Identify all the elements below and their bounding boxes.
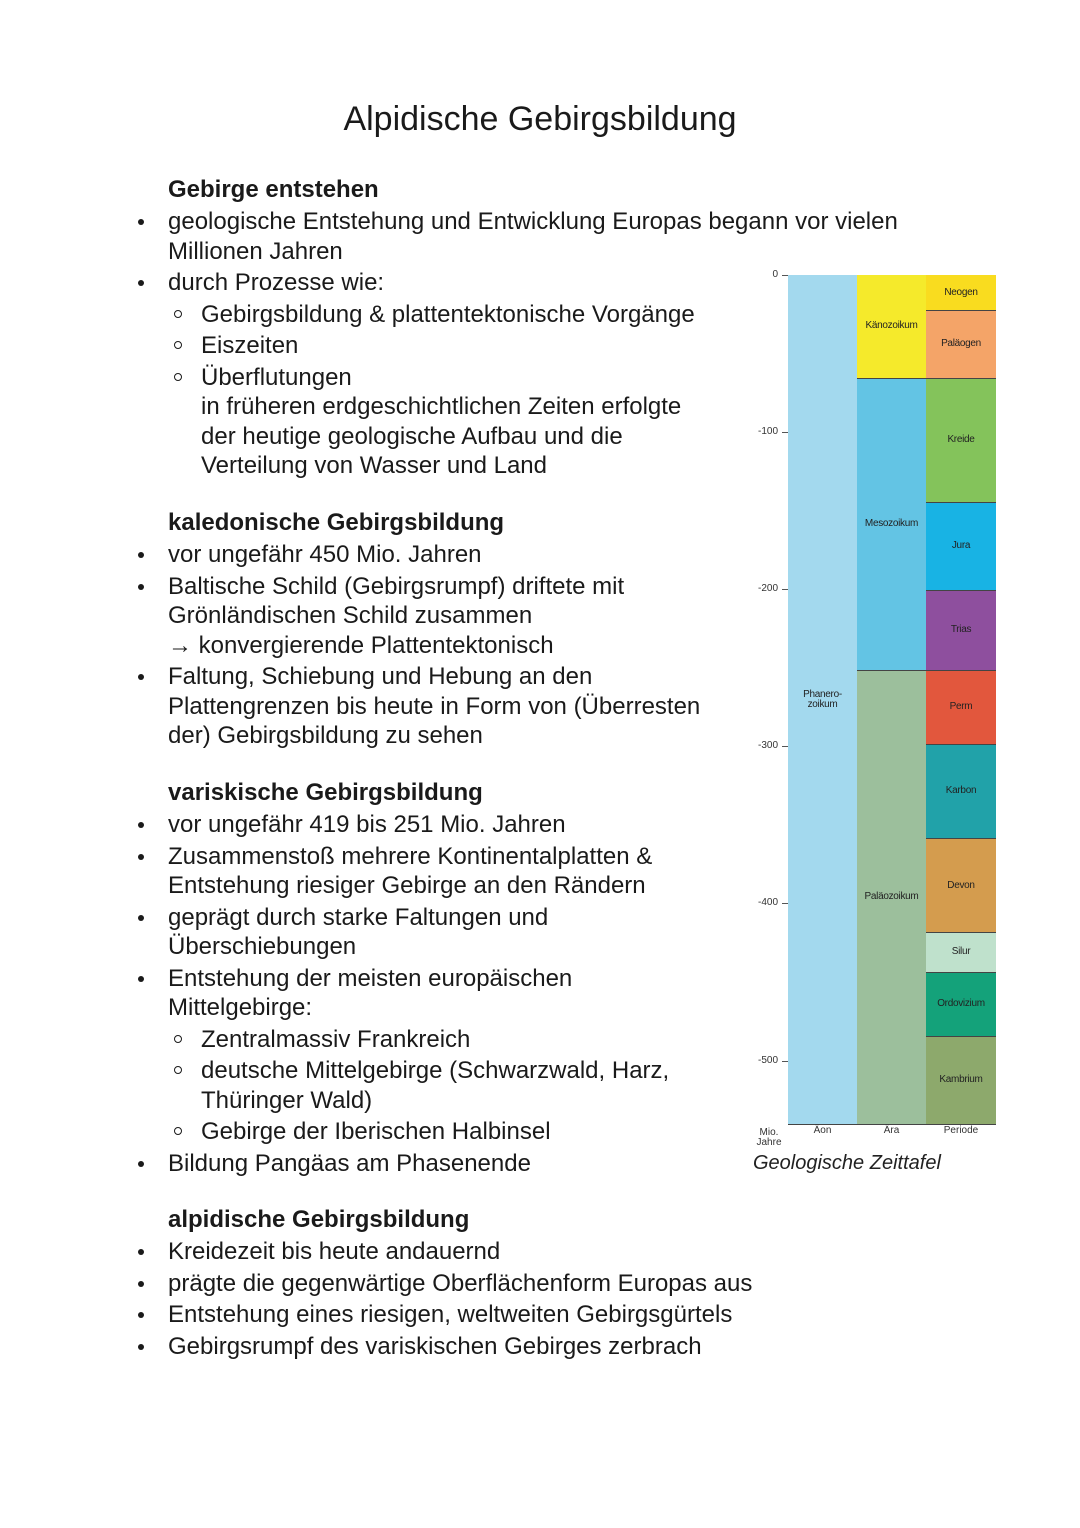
period-block: Karbon bbox=[926, 745, 996, 839]
axis-tick-label: -200 bbox=[757, 583, 778, 595]
axis-tick bbox=[782, 1061, 788, 1062]
figure-caption: Geologische Zeittafel bbox=[753, 1152, 941, 1174]
sub-list-item: Eiszeiten bbox=[168, 331, 955, 361]
period-block: Trias bbox=[926, 591, 996, 671]
axis-tick bbox=[782, 432, 788, 433]
list-item: Baltische Schild (Gebirgsrumpf) driftete mit Grönländischen Schild zusammen → konvergierende Plattentektonisch bbox=[135, 572, 745, 661]
list-item: geprägt durch starke Faltungen und Überschiebungen bbox=[135, 903, 745, 962]
aeon-column-label: Äon bbox=[813, 1125, 832, 1136]
era-block: Mesozoikum bbox=[857, 379, 926, 671]
era-block: Paläozoikum bbox=[857, 671, 926, 1125]
period-block: Ordovizium bbox=[926, 973, 996, 1037]
section-heading: Gebirge entstehen bbox=[168, 176, 379, 203]
sub-list bbox=[168, 1025, 745, 1147]
period-block: Jura bbox=[926, 503, 996, 591]
sub-list-item: Überflutungen in früheren erdgeschichtlichen Zeiten erfolgte der heutige geologische Aufbau und die Verteilung von Wasser und Land bbox=[168, 363, 955, 481]
axis-tick bbox=[782, 903, 788, 904]
list-item: geologische Entstehung und Entwicklung Europas begann vor vielen Millionen Jahren bbox=[135, 207, 955, 266]
period-block: Devon bbox=[926, 839, 996, 933]
axis-tick bbox=[782, 275, 788, 276]
list-item: vor ungefähr 419 bis 251 Mio. Jahren bbox=[135, 810, 745, 840]
sub-list-item: Gebirgsbildung & plattentektonische Vorgänge bbox=[168, 300, 955, 330]
period-block: Silur bbox=[926, 933, 996, 972]
list-item: Zusammenstoß mehrere Kontinentalplatten & Entstehung riesiger Gebirge an den Rändern bbox=[135, 842, 745, 901]
axis-tick-label: 0 bbox=[772, 269, 778, 280]
geologic-timeline bbox=[750, 260, 1010, 1190]
bullet-list bbox=[135, 1237, 955, 1361]
axis-tick-label: -400 bbox=[757, 897, 778, 909]
section-heading: kaledonische Gebirgsbildung bbox=[168, 509, 505, 536]
continuation-line: Verteilung von Wasser und Land bbox=[201, 452, 547, 479]
section-heading: variskische Gebirgsbildung bbox=[168, 779, 483, 806]
section-heading: alpidische Gebirgsbildung bbox=[168, 1206, 470, 1233]
period-column-label: Periode bbox=[943, 1125, 979, 1136]
list-item: durch Prozesse wie: Gebirgsbildung & plattentektonische Vorgänge Eiszeiten Überflutungen in früheren erdgeschichtlichen Zeiten erfolgte der heutige geologische Aufbau und die Verteilung von Wasser und Land bbox=[135, 268, 955, 481]
sub-list-item: Gebirge der Iberischen Halbinsel bbox=[168, 1117, 745, 1147]
list-item: Bildung Pangäas am Phasenende bbox=[135, 1149, 745, 1179]
era-column-label: Ära bbox=[883, 1125, 900, 1136]
period-block: Neogen bbox=[926, 275, 996, 311]
sub-list-item: Zentralmassiv Frankreich bbox=[168, 1025, 745, 1055]
period-block: Kreide bbox=[926, 379, 996, 503]
list-item: Entstehung eines riesigen, weltweiten Gebirgsgürtels bbox=[135, 1300, 955, 1330]
aeon-block: Phanero- zoikum bbox=[788, 275, 857, 1125]
period-block: Paläogen bbox=[926, 311, 996, 379]
axis-tick bbox=[782, 589, 788, 590]
page-title: Alpidische Gebirgsbildung bbox=[343, 100, 737, 138]
list-item: Kreidezeit bis heute andauernd bbox=[135, 1237, 955, 1267]
sub-list-item: deutsche Mittelgebirge (Schwarzwald, Harz, Thüringer Wald) bbox=[168, 1056, 745, 1115]
period-block: Perm bbox=[926, 671, 996, 745]
list-item: Gebirgsrumpf des variskischen Gebirges zerbrach bbox=[135, 1332, 955, 1362]
period-column bbox=[926, 275, 996, 1125]
section-kaledonisch bbox=[135, 507, 745, 751]
axis-tick-label: -500 bbox=[757, 1054, 778, 1066]
continuation-line: der heutige geologische Aufbau und die bbox=[201, 422, 623, 450]
era-column bbox=[857, 275, 926, 1125]
axis-tick bbox=[782, 746, 788, 747]
axis-unit-label: Mio. Jahre bbox=[756, 1127, 782, 1148]
list-item: Entstehung der meisten europäischen Mittelgebirge: Zentralmassiv Frankreich deutsche Mittelgebirge (Schwarzwald, Harz, Thüringer Wald) Gebirge der Iberischen Halbinsel bbox=[135, 964, 745, 1147]
axis-tick-label: -100 bbox=[757, 426, 778, 438]
aeon-column bbox=[788, 275, 857, 1125]
continuation-line: in früheren erdgeschichtlichen Zeiten erfolgte bbox=[201, 393, 682, 420]
list-item: prägte die gegenwärtige Oberflächenform Europas aus bbox=[135, 1269, 955, 1299]
era-block: Känozoikum bbox=[857, 275, 926, 379]
bullet-list bbox=[135, 540, 745, 751]
list-item: vor ungefähr 450 Mio. Jahren bbox=[135, 540, 745, 570]
bullet-list bbox=[135, 810, 745, 1178]
period-block: Kambrium bbox=[926, 1037, 996, 1125]
section-variskisch bbox=[135, 777, 745, 1178]
section-alpidisch bbox=[135, 1204, 955, 1361]
list-item: Faltung, Schiebung und Hebung an den Plattengrenzen bis heute in Form von (Überresten der) Gebirgsbildung zu sehen bbox=[135, 662, 745, 751]
axis-tick-label: -300 bbox=[757, 740, 778, 752]
